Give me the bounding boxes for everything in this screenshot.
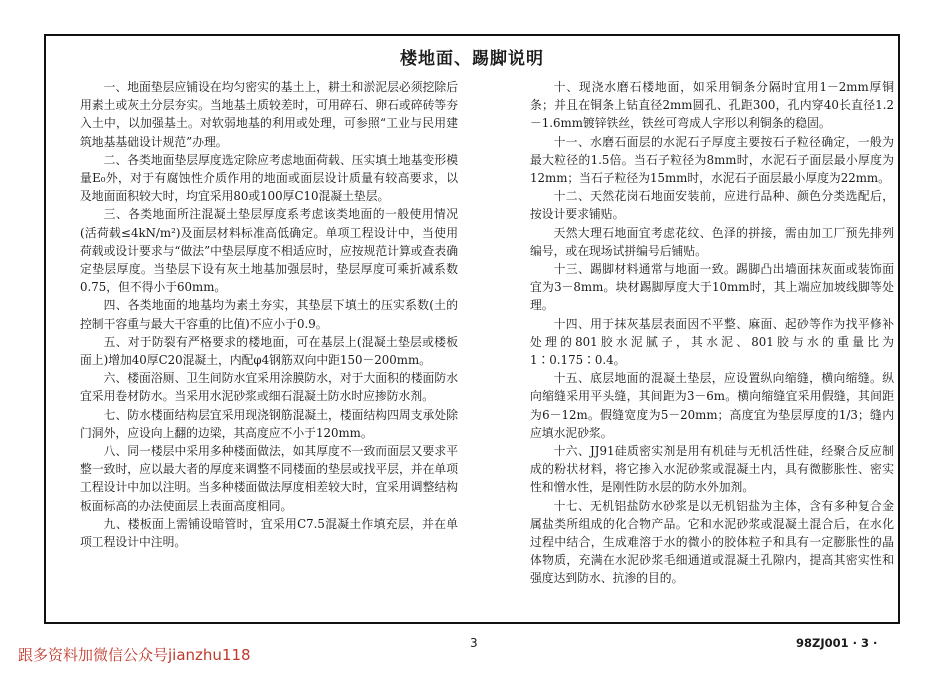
drawing-sheet: [44, 34, 900, 624]
paragraph-14: 十四、用于抹灰基层表面因不平整、麻面、起砂等作为找平修补处理的801胶水泥腻子，其水泥、801胶与水的重量比为1∶0.175∶0.4。: [530, 316, 894, 368]
paragraph-6: 六、楼面浴厕、卫生间防水宜采用涂膜防水，对于大面积的楼面防水宜采用卷材防水。当采用水泥砂浆或细石混凝土防水时应掺防水剂。: [80, 371, 458, 404]
page-title: 楼地面、踢脚说明: [400, 49, 544, 69]
paragraph-3: 三、各类地面所注混凝土垫层厚度系考虑该类地面的一般使用情况(活荷载≤4kN/m²)及面层材料标准高低确定。单项工程设计中，当使用荷载或设计要求与“做法”中垫层厚度不相适应时，应按规范计算或查表确定垫层厚度。当垫层下设有灰土地基加强层时，垫层厚度可乘折减系数0.75，但不得小于60mm。: [80, 207, 458, 295]
paragraph-9: 九、楼板面上需铺设暗管时，宜采用C7.5混凝土作填充层，并在单项工程设计中注明。: [80, 516, 458, 550]
right-column: [530, 78, 894, 588]
atlas-code: 98ZJ001 · 3 ·: [796, 636, 878, 650]
paragraph-15: 十五、底层地面的混凝土垫层，应设置纵向缩缝，横向缩缝。纵向缩缝采用平头缝，其间距为3－6m。横向缩缝宜采用假缝，其间距为6－12m。假缝宽度为5－20mm；高度宜为垫层厚度的1/3；缝内应填水泥砂浆。: [530, 371, 894, 440]
paragraph-8: 八、同一楼层中采用多种楼面做法，如其厚度不一致而面层又要求平整一致时，应以最大者的厚度来调整不同楼面的垫层或找平层，并在单项工程设计中加以注明。当多种楼面做法厚度相差较大时，宜采用调整结构板面标高的办法使面层上表面高度相同。: [80, 444, 458, 513]
paragraph-4: 四、各类地面的地基均为素土夯实，其垫层下填土的压实系数(土的控制干容重与最大干容重的比值)不应小于0.9。: [80, 298, 458, 331]
paragraph-10: 十、现浇水磨石楼地面，如采用铜条分隔时宜用1－2mm厚铜条；并且在铜条上钻直径2mm圆孔、孔距300，孔内穿40长直径1.2－1.6mm镀锌铁丝，铁丝可弯成人字形以利铜条的稳固。: [530, 80, 894, 131]
page-number: 3: [470, 636, 478, 650]
paragraph-11: 十一、水磨石面层的水泥石子厚度主要按石子粒径确定，一般为最大粒径的1.5倍。当石子粒径为8mm时，水泥石子面层最小厚度为12mm；当石子粒径为15mm时，水泥石子面层最小厚度为22mm。: [530, 134, 894, 186]
paragraph-12-marble: 天然大理石地面宜考虑花纹、色泽的拼接，需由加工厂预先排列编号，或在现场试拼编号后铺贴。: [530, 225, 894, 258]
paragraph-13: 十三、踢脚材料通常与地面一致。踢脚凸出墙面抹灰面或装饰面宜为3－8mm。块材踢脚厚度大于10mm时，其上端应加坡线脚等处理。: [530, 262, 894, 313]
paragraph-7: 七、防水楼面结构层宜采用现浇钢筋混凝土，楼面结构四周支承处除门洞外，应设向上翻的边梁，其高度应不小于120mm。: [80, 407, 458, 440]
watermark-text: 跟多资料加微信公众号jianzhu118: [18, 646, 251, 664]
left-column: [80, 78, 458, 551]
paragraph-2: 二、各类地面垫层厚度选定除应考虑地面荷载、压实填土地基变形模量E₀外，对于有腐蚀性介质作用的地面或面层设计质量有较高要求，以及地面面积较大时，均宜采用80或100厚C10混凝土垫层。: [80, 152, 458, 204]
paragraph-17: 十七、无机铝盐防水砂浆是以无机铝盐为主体，含有多种复合金属盐类所组成的化合物产品。它和水泥砂浆或混凝土混合后，在水化过程中结合，生成难溶于水的微小的胶体粒子和具有一定膨胀性的晶体物质，充满在水泥砂浆毛细通道或混凝土孔隙内，提高其密实性和强度达到防水、抗渗的目的。: [530, 498, 894, 586]
paragraph-1: 一、地面垫层应铺设在均匀密实的基土上，耕土和淤泥层必须挖除后用素土或灰土分层夯实。当地基土质较差时，可用碎石、卵石或碎砖等夯入土中，以加强基土。对软弱地基的利用或处理，可参照“工业与民用建筑地基基础设计规范”办理。: [80, 80, 458, 149]
paragraph-5: 五、对于防裂有严格要求的楼地面，可在基层上(混凝土垫层或楼板面上)增加40厚C20混凝土，内配φ4钢筋双向中距150－200mm。: [80, 334, 458, 368]
paragraph-16: 十六、JJ91硅质密实剂是用有机硅与无机活性硅，经聚合反应制成的粉状材料，将它掺入水泥砂浆或混凝土内，具有微膨胀性、密实性和憎水性，是刚性防水层的防水外加剂。: [530, 444, 894, 495]
paragraph-12: 十二、天然花岗石地面安装前，应进行品种、颜色分类选配后，按设计要求铺贴。: [530, 189, 894, 222]
